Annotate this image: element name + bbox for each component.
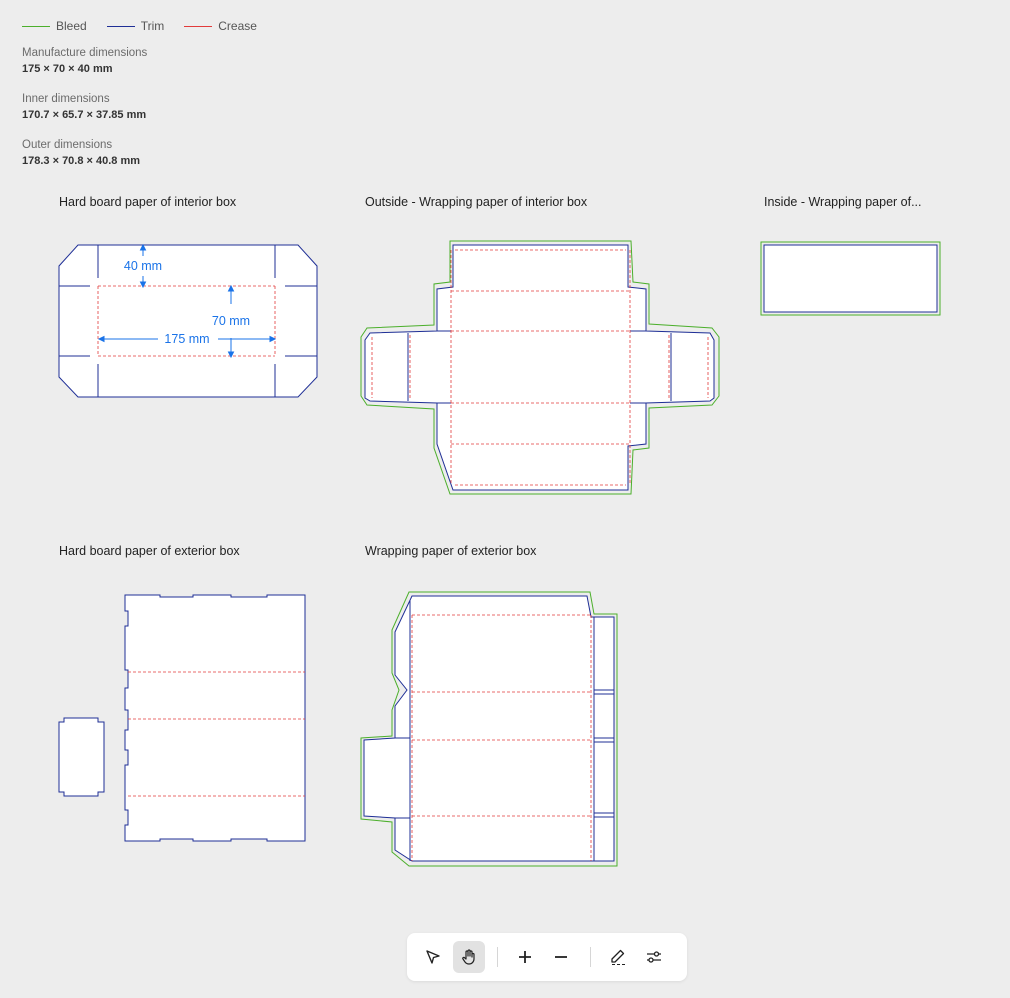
- dim-label: Inner dimensions: [22, 93, 110, 105]
- dim-value: 178.3 × 70.8 × 40.8 mm: [22, 155, 141, 167]
- zoom-in-button[interactable]: [509, 941, 541, 973]
- legend-label: Crease: [218, 19, 257, 33]
- select-tool-button[interactable]: [417, 941, 449, 973]
- minus-icon: [552, 948, 570, 966]
- hard-board-interior-dieline[interactable]: [59, 245, 317, 397]
- pan-tool-button[interactable]: [453, 941, 485, 973]
- legend-label: Trim: [140, 19, 165, 33]
- toolbar-divider: [497, 947, 498, 967]
- small-piece-trim: [59, 718, 104, 796]
- inside-wrapping-dieline[interactable]: [761, 242, 940, 315]
- cursor-arrow-icon: [424, 948, 442, 966]
- dim-value: 175 × 70 × 40 mm: [22, 63, 113, 75]
- width-measure-label: 70 mm: [211, 314, 251, 328]
- main-board-trim: [125, 595, 305, 841]
- trim-outline: [365, 245, 714, 490]
- height-measure-label: 40 mm: [123, 259, 163, 273]
- plus-icon: [516, 948, 534, 966]
- zoom-out-button[interactable]: [545, 941, 577, 973]
- pen-icon: [609, 948, 627, 966]
- annotate-tool-button[interactable]: [602, 941, 634, 973]
- dim-label: Manufacture dimensions: [22, 47, 148, 59]
- length-measure-label: 175 mm: [164, 332, 210, 346]
- wrapping-exterior-dieline[interactable]: [361, 592, 617, 866]
- hard-board-exterior-dieline[interactable]: [59, 595, 305, 841]
- adjust-settings-button[interactable]: [638, 941, 670, 973]
- toolbar-divider: [590, 947, 591, 967]
- panel-title-hard-board-interior: Hard board paper of interior box: [59, 195, 237, 209]
- trim-outline: [764, 245, 937, 312]
- dim-label: Outer dimensions: [22, 139, 113, 151]
- legend-label: Bleed: [56, 19, 87, 33]
- canvas-toolbar: [407, 933, 687, 981]
- trim-outline: [364, 596, 614, 861]
- hand-icon: [460, 948, 478, 966]
- sliders-icon: [645, 948, 663, 966]
- panel-title-wrapping-exterior: Wrapping paper of exterior box: [365, 544, 537, 558]
- panel-title-inside-wrapping: Inside - Wrapping paper of...: [764, 195, 922, 209]
- panel-title-hard-board-exterior: Hard board paper of exterior box: [59, 544, 240, 558]
- dim-value: 170.7 × 65.7 × 37.85 mm: [22, 109, 147, 121]
- outside-wrapping-interior-dieline[interactable]: [361, 241, 719, 494]
- panel-title-outside-wrapping-interior: Outside - Wrapping paper of interior box: [365, 195, 588, 209]
